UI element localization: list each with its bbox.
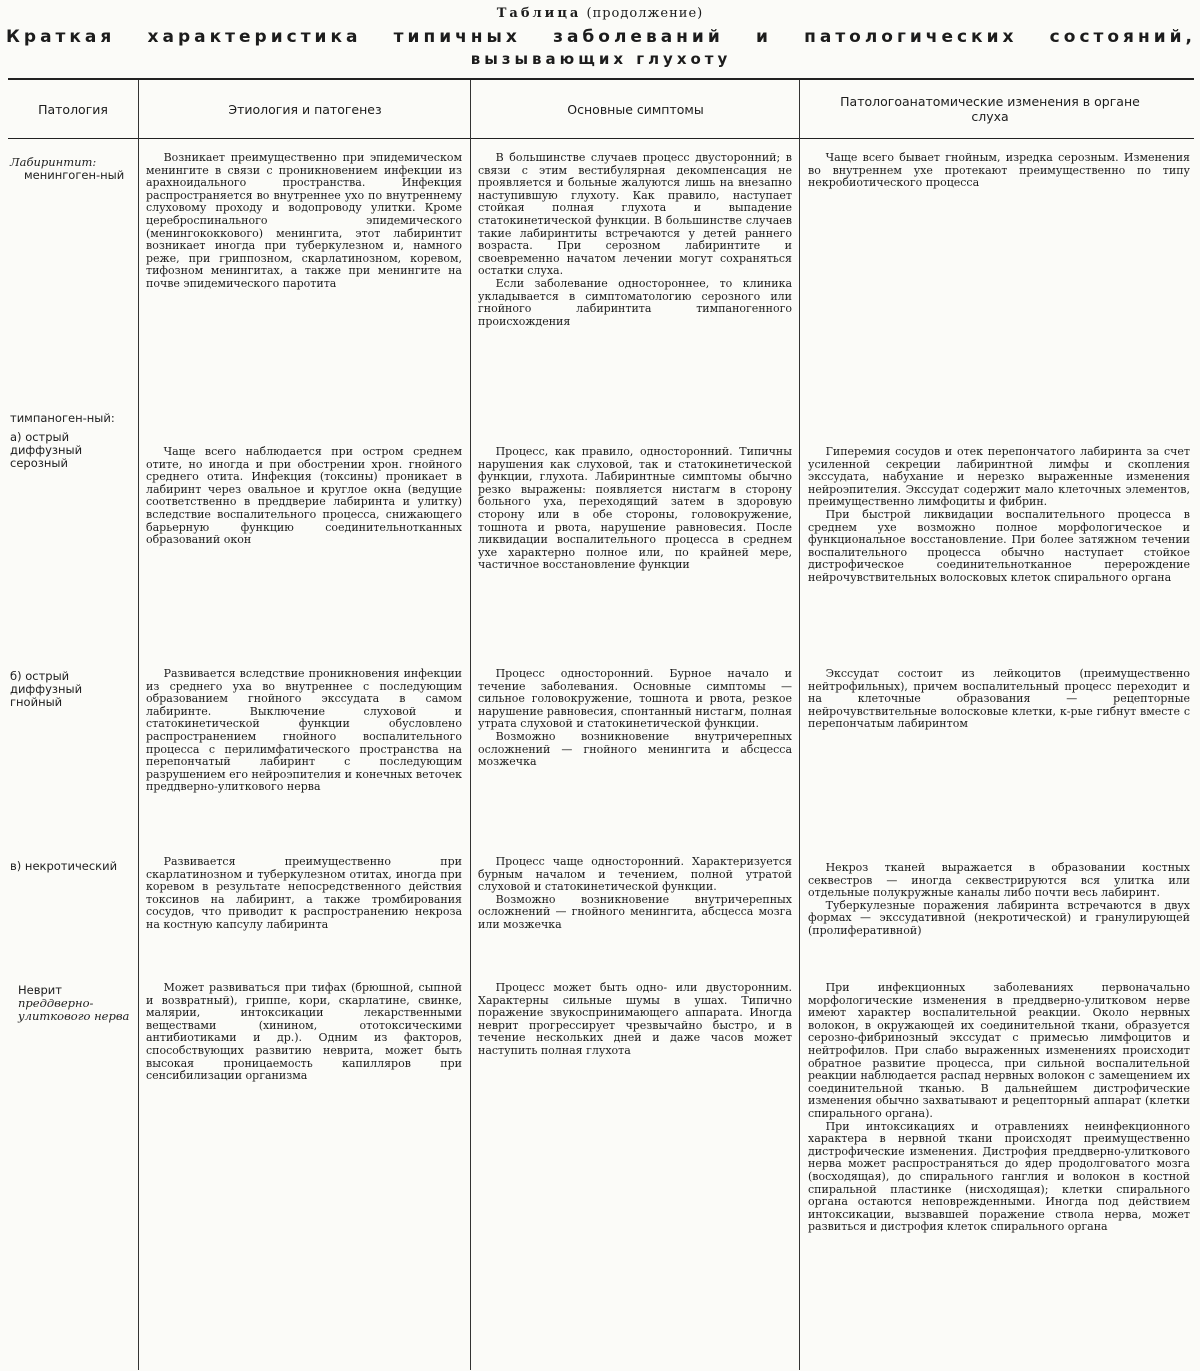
- row-0-pathology-italic: Лабиринтит:: [10, 155, 97, 169]
- row-2-changes: Экссудат состоит из лейкоцитов (преимущественно нейтрофильных), причем воспалительный процесс переходит и на клеточные образования — рецепторные нейрочувствительные волосковые клетки, к-рые гибнут вместе с перепончатым лабиринтом: [808, 667, 1190, 731]
- row-0-pathology: [10, 156, 132, 182]
- row-2-symptoms-p2: Возможно возникновение внутричерепных осложнений — гнойного менингита и абсцесса мозжечка: [478, 729, 792, 769]
- row-3-etiology: Развивается преимущественно при скарлатинозном и туберкулезном отитах, иногда при коревом в результате непосредственного действия токсинов на лабиринт, а также тромбирования сосудов, что приводит к распространению некроза на костную капсулу лабиринта: [146, 855, 462, 931]
- column-divider-2: [470, 80, 471, 1370]
- row-3-changes: [808, 862, 1190, 938]
- row-3-symptoms-p2: Возможно возникновение внутричерепных осложнений — гнойного менингита, абсцесса мозга или мозжечка: [478, 892, 792, 931]
- row-2-symptoms: [478, 668, 792, 769]
- page-title: [6, 26, 1196, 70]
- column-divider-1: [138, 80, 139, 1370]
- header-symptoms: Основные симптомы: [567, 101, 704, 117]
- row-4-changes-p1: При инфекционных заболеваниях первоначально морфологические изменения в преддверно-улитковом нерве имеют характер воспалительной реакции. Около нервных волокон, в окружающей их соединительной ткани, образуется серозно-фибринозный экссудат с примесью лимфоцитов и нейтрофилов. При слабо выраженных изменениях происходит обратное развитие процесса, при сильной воспалительной реакции наблюдается распад нервных волокон с замещением их соединительной тканью. В дальнейшем дистрофические изменения обычно захватывают и рецепторный аппарат (клетки спирального органа).: [808, 981, 1190, 1120]
- top-rule: [8, 78, 1194, 80]
- column-divider-3: [799, 80, 800, 1370]
- row-2-symptoms-p1: Процесс односторонний. Бурное начало и течение заболевания. Основные симптомы — сильное головокружение, тошнота и рвота, резкое нарушение равновесия, спонтанный нистагм, полная утрата слуховой и статокинетической функции.: [478, 667, 792, 731]
- row-3-changes-p1: Некроз тканей выражается в образовании костных секвестров — иногда секвестрируются вся улитка или отдельные полукружные каналы либо почти весь лабиринт.: [808, 861, 1190, 900]
- row-3-symptoms: [478, 856, 792, 932]
- row-0-changes: Чаще всего бывает гнойным, изредка серозным. Изменения во внутреннем ухе протекают преимущественно по типу некробиотического процесса: [808, 151, 1190, 190]
- title-line-2: вызывающих глухоту: [470, 50, 732, 68]
- row-1-changes-p2: При быстрой ликвидации воспалительного процесса в среднем ухе возможно полное морфологическое и функциональное восстановление. При более затяжном течении воспалительного процесса обычно наступает стойкое дистрофическое соединительнотканное перерождение нейрочувствительных волосковых клеток спирального органа: [808, 507, 1190, 584]
- row-1-changes-p1: Гиперемия сосудов и отек перепончатого лабиринта за счет усиленной секреции лабиринтной лимфы и скопления экссудата, набухание и нерезко выраженные изменения нейроэпителия. Экссудат содержит мало клеточных элементов, преимущественно лимфоциты и фибрин.: [808, 445, 1190, 509]
- row-0-symptoms-p1: В большинстве случаев процесс двусторонний; в связи с этим вестибулярная декомпенсация не проявляется и больные жалуются лишь на внезапно наступившую глухоту. Как правило, наступает стойкая полная глухота и выпадение статокинетической функции. В большинстве случаев такие лабиринтиты встречаются у детей раннего возраста. При серозном лабиринтите и своевременно начатом лечении могут сохраняться остатки слуха.: [478, 151, 792, 278]
- row-1-pathology-top: тимпаноген-ный:: [10, 411, 115, 425]
- header-etiology: Этиология и патогенез: [228, 101, 382, 117]
- row-0-symptoms: [478, 152, 792, 328]
- table-label: [0, 6, 1200, 21]
- row-4-etiology: Может развиваться при тифах (брюшной, сыпной и возвратный), гриппе, кори, скарлатине, свинке, малярии, интоксикации лекарственными веществами (хинином, ототоксическими антибиотиками и др.). Одним из факторов, способствующих развитию неврита, может быть высокая проницаемость капилляров при сенсибилизации организма: [146, 981, 462, 1083]
- row-0-pathology-name: менингоген-ный: [24, 168, 125, 182]
- row-1-pathology: [10, 412, 132, 470]
- row-4-pathology: [10, 984, 132, 1023]
- row-3-pathology: в) некротический: [10, 859, 118, 873]
- row-4-changes-p2: При интоксикациях и отравлениях неинфекционного характера в нервной ткани происходят преимущественно дистрофические изменения. Дистрофия преддверно-улиткового нерва может распространяться до ядер продолговатого мозга (восходящая), до спирального ганглия и волокон в костной спиральной пластинке (нисходящая); клетки спирального органа остаются неповрежденными. Иногда под действием интоксикации, вызвавшей поражение ствола нерва, может развиться и дистрофия клеток спирального органа: [808, 1119, 1190, 1234]
- table-label-note: (продолжение): [586, 6, 704, 21]
- row-4-pathology-name: Неврит: [18, 983, 62, 997]
- row-4-pathology-italic: преддверно-улиткового нерва: [18, 996, 130, 1023]
- table-label-word: Таблица: [496, 6, 582, 21]
- title-line-1: Краткая характеристика типичных заболеваний и патологических состояний,: [6, 27, 1196, 47]
- row-2-pathology: б) острый диффузный гнойный: [10, 669, 83, 709]
- row-4-symptoms: Процесс может быть одно- или двусторонним. Характерны сильные шумы в ушах. Типично поражение звукоспринимающего аппарата. Иногда неврит прогрессирует чрезвычайно быстро, и в течение нескольких дней и даже часов может наступить полная глухота: [478, 981, 792, 1057]
- row-1-pathology-name: а) острый диффузный серозный: [10, 430, 83, 470]
- header-changes: Патологоанатомические изменения в органе слуха: [840, 94, 1140, 124]
- row-3-changes-p2: Туберкулезные поражения лабиринта встречаются в двух формах — экссудативной (некротической) и гранулирующей (пролиферативной): [808, 898, 1190, 937]
- row-2-etiology: Развивается вследствие проникновения инфекции из среднего уха во внутреннее с последующим образованием гнойного экссудата в самом лабиринте. Выключение слуховой и статокинетической функции обусловлено распространением гнойного воспалительного процесса с перилимфатического пространства на перепончатый лабиринт с последующим разрушением его нейроэпителия и конечных веточек преддверно-улиткового нерва: [146, 667, 462, 794]
- header-pathology: Патология: [38, 101, 108, 117]
- row-1-changes: [808, 446, 1190, 585]
- row-3-symptoms-p1: Процесс чаще односторонний. Характеризуется бурным началом и течением, полной утратой слуховой и статокинетической функции.: [478, 855, 792, 894]
- row-0-etiology: Возникает преимущественно при эпидемическом менингите в связи с проникновением инфекции из арахноидального пространства. Инфекция распространяется во внутреннее ухо по внутреннему слуховому проходу и водопроводу улитки. Кроме цереброспинального эпидемического (менингококкового) менингита, этот лабиринтит возникает иногда при туберкулезном и, намного реже, при гриппозном, скарлатинозном, коревом, тифозном менингитах, а также при менингите на почве эпидемического паротита: [146, 151, 462, 290]
- row-4-changes: [808, 982, 1190, 1234]
- row-1-symptoms: Процесс, как правило, односторонний. Типичны нарушения как слуховой, так и статокинетической функции, глухота. Лабиринтные симптомы обычно резко выражены: появляется нистагм в сторону больного уха, переходящий затем в здоровую сторону или в обе стороны, головокружение, тошнота и рвота, нарушение равновесия. После ликвидации воспалительного процесса в среднем ухе характерно полное или, по крайней мере, частичное восстановление функции: [478, 445, 792, 572]
- row-0-symptoms-p2: Если заболевание одностороннее, то клиника укладывается в симптоматологию серозного или гнойного лабиринтита тимпаногенного происхождения: [478, 276, 792, 328]
- header-rule: [8, 138, 1194, 139]
- row-1-etiology: Чаще всего наблюдается при остром среднем отите, но иногда и при обострении хрон. гнойного среднего отита. Инфекция (токсины) проникает в лабиринт через овальное и круглое окна (ведущие соответственно в преддверие лабиринта и улитку) вследствие воспалительного процесса, снижающего барьерную функцию соединительнотканных образований окон: [146, 445, 462, 547]
